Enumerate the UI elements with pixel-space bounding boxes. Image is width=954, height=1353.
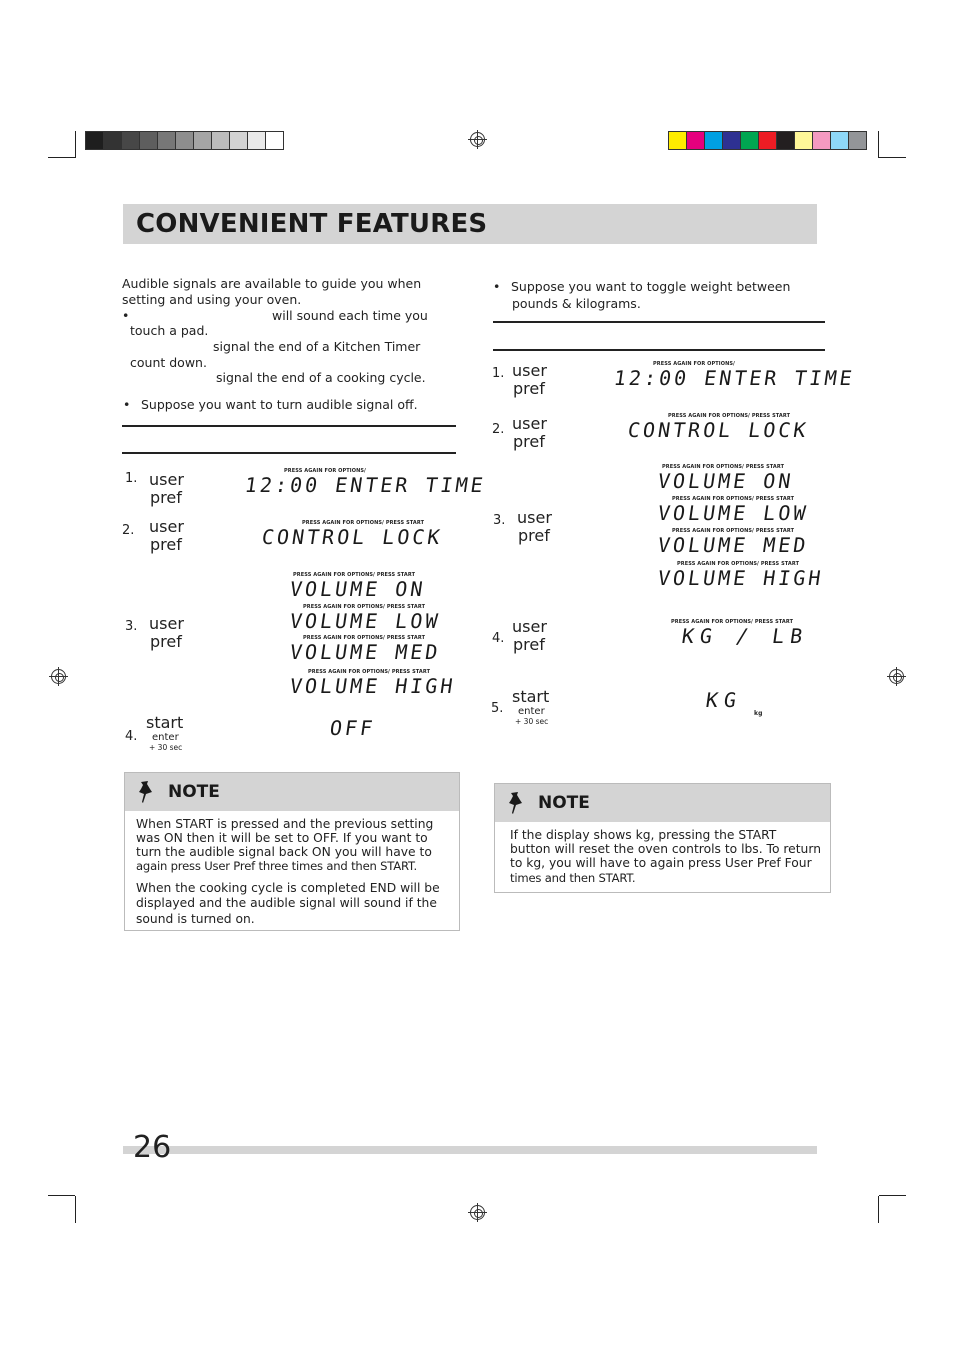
user-pref-key: user: [149, 517, 184, 536]
display-caption: PRESS AGAIN FOR OPTIONS/ PRESS START: [302, 520, 425, 526]
color-swatch: [212, 132, 230, 149]
divider: [493, 321, 825, 323]
user-pref-key: user: [512, 361, 547, 380]
example-intro: Suppose you want to turn audible signal off.: [141, 397, 418, 412]
step-number: 2.: [122, 523, 135, 538]
color-swatch: [687, 132, 705, 149]
lcd-display: 12:00 ENTER TIME: [612, 366, 857, 390]
pushpin-icon: [137, 780, 155, 804]
color-swatch: [176, 132, 194, 149]
note-text: If the display shows kg, pressing the START: [510, 828, 777, 842]
start-key-sub: + 30 sec: [149, 743, 183, 752]
display-caption: PRESS AGAIN FOR OPTIONS/ PRESS START: [303, 635, 426, 641]
registration-mark-icon: [51, 669, 66, 684]
color-swatch: [741, 132, 759, 149]
color-swatch: [248, 132, 266, 149]
color-swatch: [795, 132, 813, 149]
display-caption: PRESS AGAIN FOR OPTIONS/ PRESS START: [303, 604, 426, 610]
user-pref-key: user: [512, 414, 547, 433]
step-number: 5.: [491, 701, 504, 716]
pushpin-icon: [507, 791, 525, 815]
step-number: 4.: [492, 631, 505, 646]
example-intro: Suppose you want to toggle weight between: [511, 279, 791, 294]
note-text: sound is turned on.: [136, 912, 255, 926]
note-box: [124, 772, 460, 931]
lcd-display: KG: [704, 688, 744, 712]
color-swatch: [140, 132, 158, 149]
note-text: displayed and the audible signal will sound if the: [136, 896, 437, 910]
user-pref-key: user: [149, 470, 184, 489]
user-pref-key: user: [149, 614, 184, 633]
divider: [122, 452, 456, 454]
lcd-display: CONTROL LOCK: [260, 525, 445, 549]
lcd-display: KG / LB: [680, 624, 810, 648]
start-key: start: [146, 713, 184, 732]
registration-mark-icon: [470, 1205, 485, 1220]
divider: [122, 425, 456, 427]
color-swatch: [194, 132, 212, 149]
intro-line: Audible signals are available to guide you when: [122, 276, 422, 291]
lcd-display: VOLUME LOW: [656, 501, 811, 525]
note-label: NOTE: [168, 782, 220, 802]
signal-description: touch a pad.: [130, 323, 209, 338]
page-title: CONVENIENT FEATURES: [136, 209, 488, 239]
crop-mark: [75, 131, 76, 158]
note-header: [495, 784, 830, 822]
note-header: [125, 773, 459, 811]
color-swatch: [86, 132, 104, 149]
start-key: start: [512, 687, 550, 706]
display-caption: PRESS AGAIN FOR OPTIONS/ PRESS START: [672, 496, 795, 502]
color-swatch: [849, 132, 866, 149]
user-pref-key: pref: [518, 526, 550, 545]
color-swatch: [669, 132, 687, 149]
note-text: When the cooking cycle is completed END will be: [136, 881, 440, 895]
note-text: times and then START.: [510, 871, 636, 885]
section-header: [123, 204, 817, 244]
signal-description: will sound each time you: [272, 308, 428, 323]
display-caption: PRESS AGAIN FOR OPTIONS/ PRESS START: [672, 528, 795, 534]
lcd-display: VOLUME HIGH: [656, 566, 826, 590]
color-swatch: [158, 132, 176, 149]
color-swatch: [104, 132, 122, 149]
color-swatch: [759, 132, 777, 149]
lcd-display: CONTROL LOCK: [626, 418, 811, 442]
color-swatch: [813, 132, 831, 149]
display-caption: PRESS AGAIN FOR OPTIONS/ PRESS START: [308, 669, 431, 675]
page-number: 26: [133, 1130, 172, 1165]
color-swatch: [777, 132, 795, 149]
lcd-display: VOLUME MED: [656, 533, 811, 557]
start-key-sub: + 30 sec: [515, 717, 549, 726]
signal-description: signal the end of a Kitchen Timer: [213, 339, 421, 354]
lcd-display: VOLUME ON: [288, 577, 428, 601]
crop-mark: [48, 157, 75, 158]
example-intro: pounds & kilograms.: [512, 296, 641, 311]
user-pref-key: user: [517, 508, 552, 527]
footer-bar: [123, 1146, 817, 1154]
color-swatch: [266, 132, 283, 149]
color-swatch: [122, 132, 140, 149]
display-caption: PRESS AGAIN FOR OPTIONS/: [284, 468, 366, 474]
lcd-display: OFF: [328, 716, 377, 740]
crop-mark: [48, 1195, 75, 1196]
start-key-sub: enter: [518, 706, 545, 717]
display-caption: PRESS AGAIN FOR OPTIONS/ PRESS START: [677, 561, 800, 567]
note-label: NOTE: [538, 793, 590, 813]
display-caption: PRESS AGAIN FOR OPTIONS/ PRESS START: [671, 619, 794, 625]
registration-mark-icon: [889, 669, 904, 684]
user-pref-key: user: [512, 617, 547, 636]
note-text: When START is pressed and the previous setting: [136, 817, 434, 831]
display-caption: PRESS AGAIN FOR OPTIONS/: [653, 361, 735, 367]
divider: [493, 349, 825, 351]
crop-mark: [75, 1196, 76, 1223]
note-box: [494, 783, 831, 893]
color-swatch: [723, 132, 741, 149]
user-pref-key: pref: [150, 488, 182, 507]
lcd-display: VOLUME LOW: [288, 609, 443, 633]
color-swatch: [705, 132, 723, 149]
step-number: 1.: [492, 366, 505, 381]
lcd-display: 12:00 ENTER TIME: [243, 473, 488, 497]
user-pref-key: pref: [513, 432, 545, 451]
step-number: 2.: [492, 422, 505, 437]
grayscale-color-bar: [85, 131, 284, 150]
unit-indicator: kg: [754, 710, 763, 717]
step-number: 4.: [125, 729, 138, 744]
intro-line: setting and using your oven.: [122, 292, 302, 307]
display-caption: PRESS AGAIN FOR OPTIONS/ PRESS START: [662, 464, 785, 470]
display-caption: PRESS AGAIN FOR OPTIONS/ PRESS START: [293, 572, 416, 578]
user-pref-key: pref: [150, 535, 182, 554]
lcd-display: VOLUME MED: [288, 640, 443, 664]
crop-mark: [878, 1196, 879, 1223]
user-pref-key: pref: [513, 635, 545, 654]
note-text: again press User Pref three times and then START.: [136, 859, 418, 873]
note-text: to kg, you will have to again press User Pref Four: [510, 856, 812, 870]
bullet-icon: •: [493, 279, 501, 294]
lcd-display: VOLUME HIGH: [288, 674, 458, 698]
display-caption: PRESS AGAIN FOR OPTIONS/ PRESS START: [668, 413, 791, 419]
signal-description: signal the end of a cooking cycle.: [216, 370, 426, 385]
lcd-display: VOLUME ON: [656, 469, 796, 493]
bullet-icon: •: [123, 397, 131, 412]
registration-mark-icon: [470, 132, 485, 147]
color-swatch: [831, 132, 849, 149]
step-number: 3.: [125, 619, 138, 634]
bullet-icon: •: [122, 308, 130, 323]
user-pref-key: pref: [150, 632, 182, 651]
crop-mark: [879, 157, 906, 158]
note-text: was ON then it will be set to OFF. If you want to: [136, 831, 428, 845]
color-swatch: [230, 132, 248, 149]
signal-description: count down.: [130, 355, 207, 370]
start-key-sub: enter: [152, 732, 179, 743]
process-color-bar: [668, 131, 867, 150]
user-pref-key: pref: [513, 379, 545, 398]
step-number: 1.: [125, 471, 138, 486]
crop-mark: [879, 1195, 906, 1196]
step-number: 3.: [493, 513, 506, 528]
note-text: button will reset the oven controls to lbs. To return: [510, 842, 821, 856]
crop-mark: [878, 131, 879, 158]
note-text: turn the audible signal back ON you will have to: [136, 845, 432, 859]
